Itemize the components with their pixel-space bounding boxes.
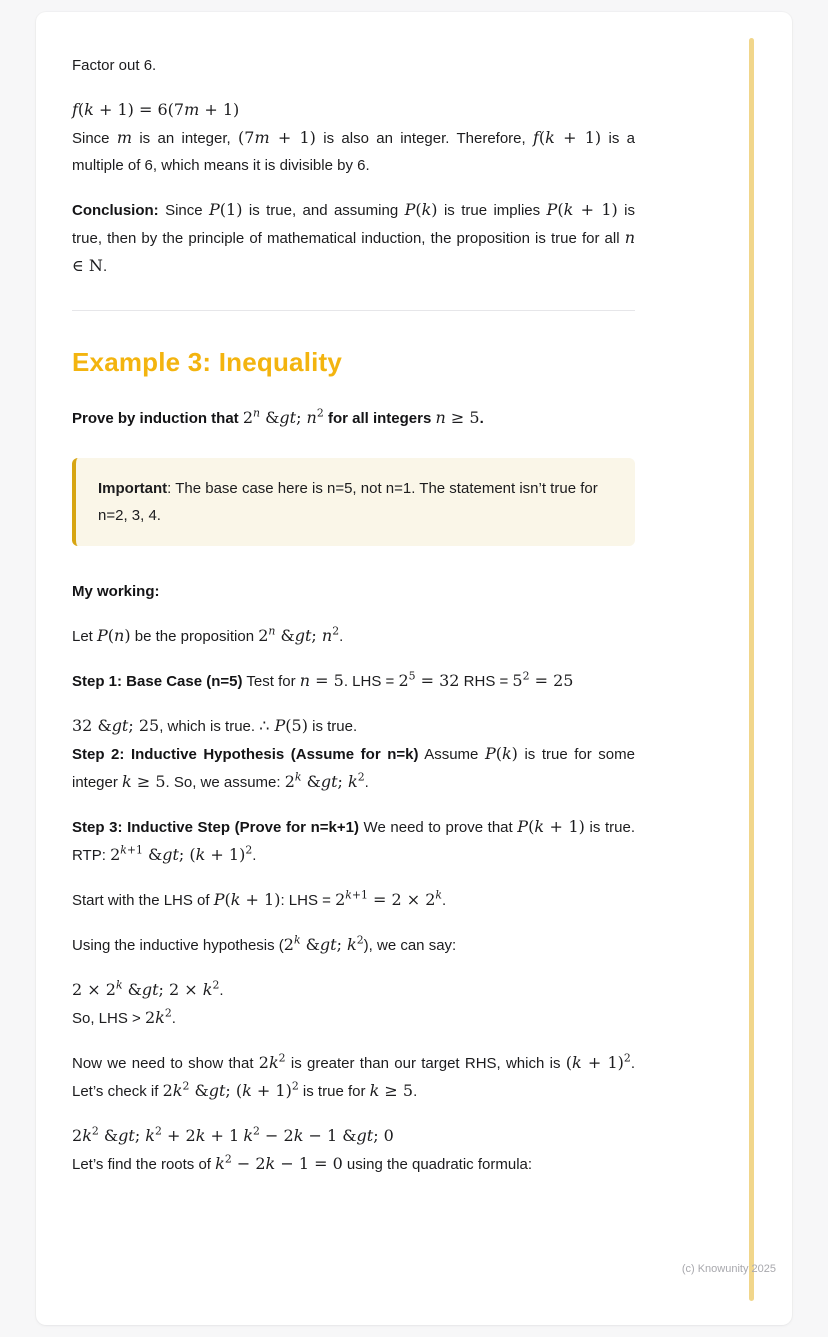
text-segment: We need to prove that (358, 819, 518, 836)
inline-math: 2$^n$ &gt; $n^2$ (242, 406, 324, 427)
text-line (72, 740, 635, 796)
paragraph-start-with-lhs (72, 886, 635, 914)
text-line (72, 622, 635, 650)
bold-text: Conclusion: (72, 202, 159, 219)
text-segment: Let (72, 628, 98, 645)
inline-math: f(k + 1) = 6(7m + 1) (72, 100, 240, 119)
text-line (72, 404, 635, 432)
inline-math: $2k^2$ &gt; $k^2 + 2k + 1$ (72, 1124, 240, 1145)
bold-text: Step 2: Inductive Hypothesis (Assume for n=k) (72, 746, 419, 763)
text-line (72, 886, 635, 914)
inline-math: P(k + 1) (213, 890, 281, 909)
inline-math: $2k^2$ (144, 1006, 172, 1027)
text-segment: . (102, 258, 108, 275)
text-segment: RHS = (459, 673, 513, 690)
copyright-note: (c) Knowunity 2025 (681, 1263, 776, 1275)
paragraph-using-hypothesis (72, 931, 635, 959)
text-segment: : The base case here is n=5, not n=1. The statement isn’t true for n=2, 3, 4. (98, 480, 598, 524)
inline-math: k ≥ 5 (122, 772, 166, 791)
text-line (72, 667, 635, 695)
section-divider (72, 310, 635, 311)
paragraph-let-pn (72, 622, 635, 650)
bold-text: . (479, 410, 484, 427)
inline-math: $2k^2$ &gt; $(k + 1)^2$ (162, 1079, 299, 1100)
text-line (72, 578, 635, 605)
text-segment: is a multiple of 6, which means it is divisible by 6. (72, 130, 635, 174)
text-line (72, 52, 635, 79)
inline-math: P(k) (404, 200, 438, 219)
text-segment: Test for (242, 673, 300, 690)
inline-math: n ≥ 5 (435, 408, 480, 427)
text-segment: is true. RTP: (72, 819, 636, 864)
text-line (72, 931, 635, 959)
text-segment: : LHS = (280, 892, 336, 909)
text-segment: Factor out 6. (72, 57, 157, 74)
text-line (72, 124, 635, 179)
inline-math: k ≥ 5 (369, 1081, 414, 1100)
text-segment: is greater than our target RHS, which is (285, 1055, 566, 1072)
text-line (98, 475, 611, 529)
text-segment: is true. (307, 718, 358, 735)
bold-text: Important (98, 480, 168, 497)
text-segment: is true implies (437, 202, 547, 219)
paragraph-show-2k2-greater (72, 1049, 635, 1105)
text-segment: . (219, 982, 224, 999)
inline-math: n (624, 228, 635, 247)
inline-math-upright: ∴ (259, 716, 275, 735)
text-segment: using the quadratic formula: (342, 1156, 533, 1173)
paragraph-step3-inductive-step (72, 813, 635, 869)
paragraph-fk1-multiple-of-6 (72, 96, 635, 179)
text-segment: . (339, 628, 344, 645)
text-segment: . (364, 774, 369, 791)
text-segment: . Let’s check if (72, 1055, 636, 1100)
text-segment: Since (158, 202, 210, 219)
paragraph-factor-out (72, 52, 635, 79)
inline-math: $2^{k+1} = 2 \times 2^k$ (335, 888, 442, 909)
page-edge-accent-bar (749, 38, 754, 1301)
text-line (72, 1150, 635, 1178)
inline-math-upright: ∈ N (72, 256, 103, 275)
text-line (72, 1004, 635, 1032)
inline-math: $2^{k+1}$ &gt; $(k + 1)^2$ (110, 843, 253, 864)
paragraph-step2-inductive-hypothesis (72, 712, 635, 796)
text-segment: ), we can say: (363, 937, 457, 954)
text-segment: Using the inductive hypothesis ( (72, 937, 284, 954)
text-line (72, 96, 635, 124)
text-segment: . (441, 892, 447, 909)
text-segment: is true for (298, 1083, 370, 1100)
text-segment: is true, and assuming (242, 202, 405, 219)
text-segment: . So, we assume: (165, 774, 285, 791)
text-segment: is true for some integer (72, 746, 635, 791)
inline-math: $(k + 1)^2$ (565, 1051, 631, 1072)
text-segment: Start with the LHS of (72, 892, 214, 909)
bold-text: Prove by induction that (72, 410, 243, 427)
inline-math: 2$^k$ &gt; $k^2$ (284, 770, 365, 791)
inline-math: P(k + 1) (517, 817, 585, 836)
paragraph-prove-statement (72, 404, 635, 432)
text-line (72, 1122, 635, 1150)
inline-math: $2^5 = 32$ (398, 669, 460, 690)
inline-math: $2 \times 2^k$ &gt; $2 \times k^2$ (72, 978, 220, 999)
inline-math: 2$^k$ &gt; $k^2$ (283, 933, 364, 954)
bold-text: Step 1: Base Case (n=5) (72, 673, 243, 690)
inline-math: P(1) (209, 200, 243, 219)
inline-math: P(k) (484, 744, 518, 763)
text-line (72, 813, 635, 869)
paragraph-my-working (72, 578, 635, 605)
inline-math: $5^2 = 25$ (512, 669, 574, 690)
text-segment: . (252, 847, 257, 864)
heading-example-3-inequality: Example 3: Inequality (72, 347, 343, 377)
text-line (72, 1049, 635, 1105)
text-line (72, 976, 635, 1004)
paragraph-double-both-sides (72, 976, 635, 1032)
inline-math: 2$^n$ &gt; $n^2$ (258, 624, 340, 645)
document-page (36, 12, 792, 1325)
inline-math: m (116, 128, 133, 147)
bold-text: Step 3: Inductive Step (Prove for n=k+1) (72, 819, 359, 836)
inline-math: $k^2 - 2k - 1$ &gt; 0 (243, 1124, 394, 1145)
paragraph-quadratic-roots (72, 1122, 635, 1178)
text-segment: is an integer, (132, 130, 239, 147)
text-segment: be the proposition (130, 628, 259, 645)
text-segment: So, LHS > (72, 1010, 145, 1027)
text-segment: . (413, 1083, 418, 1100)
text-segment: Let’s find the roots of (72, 1156, 216, 1173)
inline-math: $k^2 - 2k - 1 = 0$ (215, 1152, 343, 1173)
inline-math: f(k + 1) (533, 128, 602, 147)
paragraph-conclusion (72, 196, 635, 280)
bold-text: My working: (72, 583, 160, 600)
document-content (36, 12, 635, 1325)
inline-math: 32 &gt; 25 (72, 716, 160, 735)
inline-math: n = 5 (299, 671, 344, 690)
inline-math: P(k + 1) (546, 200, 618, 219)
inline-math: (7m + 1) (238, 128, 316, 147)
text-line (72, 196, 635, 280)
text-segment: Since (72, 130, 117, 147)
inline-math: P(n) (97, 626, 131, 645)
important-callout (72, 458, 635, 546)
paragraph-step1-base-case (72, 667, 635, 695)
inline-math: P(5) (274, 716, 308, 735)
text-segment: . (171, 1010, 176, 1027)
text-segment: is true, then by the principle of mathematical induction, the proposition is true for all (72, 202, 635, 247)
text-segment: Assume (418, 746, 485, 763)
text-line (72, 712, 635, 740)
text-segment: , which is true. (159, 718, 260, 735)
inline-math: $2k^2$ (258, 1051, 286, 1072)
text-segment: is also an integer. Therefore, (315, 130, 533, 147)
text-segment: . LHS = (343, 673, 399, 690)
text-segment: Now we need to show that (72, 1055, 259, 1072)
bold-text: for all integers (323, 410, 436, 427)
